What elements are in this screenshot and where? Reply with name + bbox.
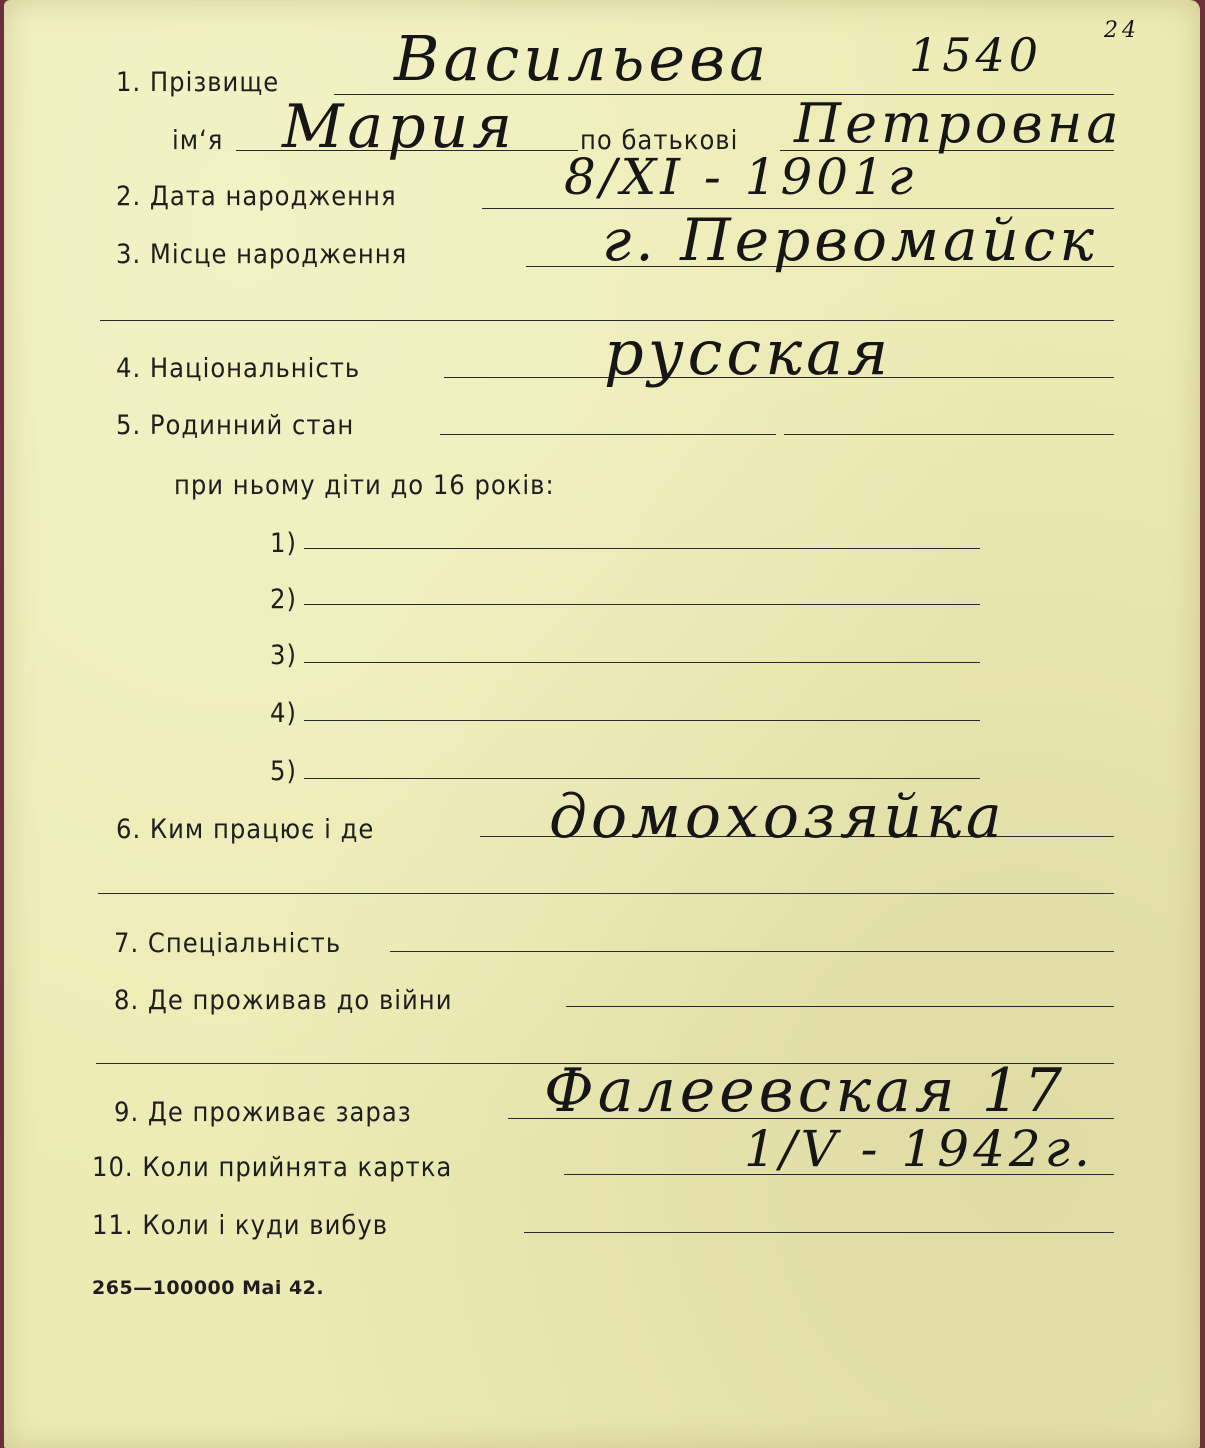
- child-1-label: 1): [270, 528, 297, 559]
- handwritten-card-date: 1/V - 1942г.: [744, 1120, 1094, 1178]
- field-4-label: 4. Національність: [116, 353, 361, 384]
- registration-card: [4, 0, 1200, 1448]
- handwritten-birth-date: 8/XI - 1901г: [564, 148, 918, 206]
- child-4-line: [304, 720, 980, 721]
- child-2-label: 2): [270, 584, 297, 615]
- specialty-line: [390, 951, 1114, 952]
- handwritten-record-number: 1540: [909, 28, 1043, 82]
- child-5-line: [304, 778, 980, 779]
- field-5-label: 5. Родинний стан: [116, 410, 355, 441]
- field-8-label: 8. Де проживав до війни: [114, 985, 453, 1016]
- handwritten-surname: Васильева: [394, 22, 771, 95]
- handwritten-address: Фалеевская 17: [544, 1056, 1067, 1126]
- children-header: при ньому діти до 16 років:: [174, 470, 555, 501]
- handwritten-occupation: домохозяйка: [549, 782, 1006, 852]
- patronymic-label: по батькові: [580, 125, 739, 156]
- departure-line: [524, 1232, 1114, 1233]
- child-1-line: [304, 548, 980, 549]
- field-7-label: 7. Спеціальність: [114, 928, 342, 959]
- handwritten-nationality: русская: [604, 316, 893, 389]
- prewar-residence-line: [566, 1006, 1114, 1007]
- child-3-line: [304, 662, 980, 663]
- field-9-label: 9. Де проживає зараз: [114, 1097, 412, 1128]
- field-6-label: 6. Ким працює і де: [116, 814, 375, 845]
- print-run-footer: 265—100000 Mai 42.: [92, 1277, 325, 1299]
- field-3-label: 3. Місце народження: [116, 239, 408, 270]
- occupation-line-2: [98, 893, 1114, 894]
- handwritten-birth-place: г. Первомайск: [602, 206, 1099, 274]
- field-11-label: 11. Коли і куди вибув: [92, 1210, 389, 1241]
- handwritten-corner-mark: 24: [1104, 18, 1140, 43]
- marital-status-line-1: [440, 434, 776, 435]
- child-4-label: 4): [270, 698, 297, 729]
- handwritten-patronymic: Петровна: [794, 92, 1123, 155]
- name-label: ім‘я: [172, 125, 224, 156]
- field-1-surname-label: 1. Прізвище: [116, 67, 280, 98]
- child-5-label: 5): [270, 756, 297, 787]
- handwritten-name: Мария: [282, 92, 516, 162]
- child-2-line: [304, 604, 980, 605]
- field-10-label: 10. Коли прийнята картка: [92, 1152, 453, 1183]
- field-2-label: 2. Дата народження: [116, 181, 397, 212]
- marital-status-line-2: [784, 434, 1114, 435]
- child-3-label: 3): [270, 640, 297, 671]
